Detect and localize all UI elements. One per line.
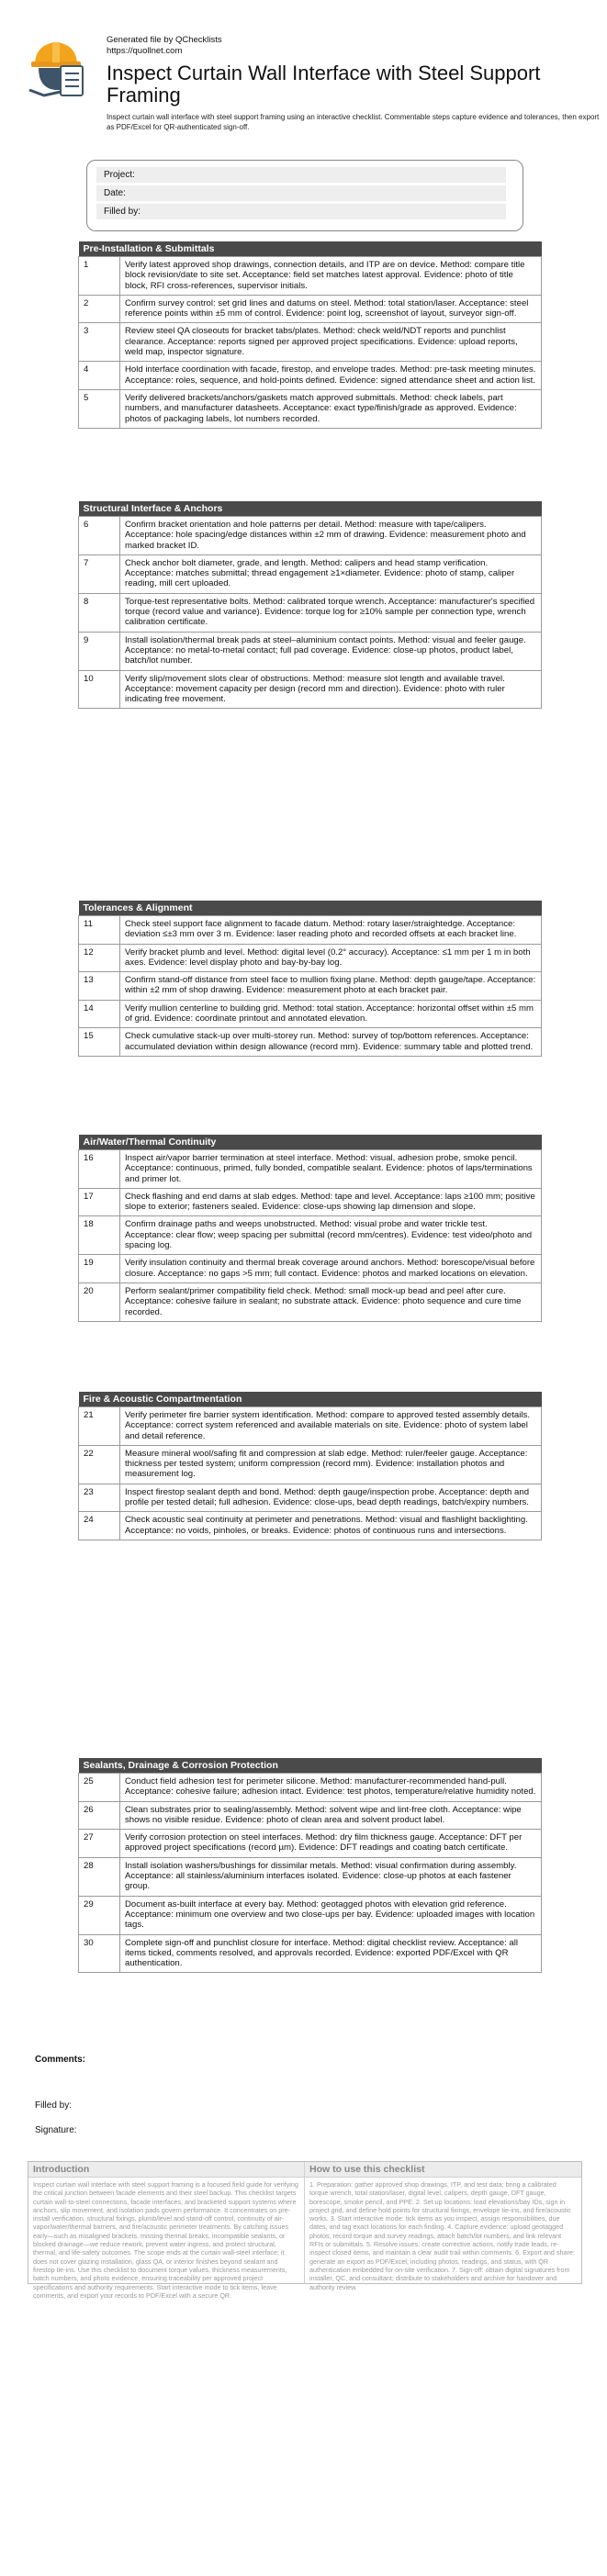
item-number: 20	[79, 1282, 120, 1321]
how-to-text: 1. Preparation: gather approved shop drawings, ITP, and test data; bring a calibrated torque wrench, total station/laser, digital level, calipers, depth gauge, DFT gauge, borescope, smoke pencil, and PPE. 2. Set up locations: load elevations/bay IDs, sign in project grid, and define hold points for structural fixings, envelope tie-ins, and fire/acoustic works. 3. Start interactive mode: tick items as you inspect, assign responsibilities, due dates, and tag exact locations for each finding. 4. Capture evidence: upload geotagged photos, record torque and survey readings, attach batch/lot numbers, and link relevant RFIs or submittals. 5. Resolve issues: create corrective actions, notify trade leads, re-inspect closed items, and maintain a clear audit trail within comments. 6. Export and share: generate an export as PDF/Excel, including photos, readings, and status, with QR authentication embedded for on-site verification. 7. Sign-off: obtain digital signatures from installer, QC, and consultant; distribute to stakeholders and archive for handover and authority review.	[309, 2180, 575, 2291]
item-text: Verify mullion centerline to building grid. Method: total station. Acceptance: horizontal offset within ±5 mm of grid. Evidence: coordinate printout and annotated elevation.	[120, 1000, 542, 1028]
section-table	[78, 1392, 542, 1540]
section-table	[78, 1758, 542, 1973]
signature-label: Signature:	[35, 2125, 77, 2135]
item-text: Confirm bracket orientation and hole patterns per detail. Method: measure with tape/calipers. Acceptance: hole spacing/edge distances within ±2 mm of drawing. Evidence: measurement photo and marked bracket ID.	[120, 517, 542, 555]
item-text: Verify bracket plumb and level. Method: digital level (0.2° accuracy). Acceptance: ≤1 mm per 1 m in both axes. Evidence: level display photo and bay-by-bay log.	[120, 944, 542, 972]
filled-by-label: Filled by:	[35, 2100, 73, 2111]
item-number: 24	[79, 1512, 120, 1540]
checklist-row[interactable]	[79, 517, 542, 555]
checklist-row[interactable]	[79, 1445, 542, 1484]
checklist-row[interactable]	[79, 362, 542, 390]
checklist-row[interactable]	[79, 389, 542, 428]
item-number: 4	[79, 362, 120, 390]
how-to-column	[305, 2162, 581, 2291]
item-text: Conduct field adhesion test for perimeter silicone. Method: manufacturer-recommended hand-pull. Acceptance: cohesive failure; adhesion intact. Evidence: test photos, temperature/relative humidity noted.	[120, 1774, 542, 1802]
item-text: Clean substrates prior to sealing/assembly. Method: solvent wipe and lint-free cloth. Acceptance: wipe shows no visible residue. Evidence: photo of clean area and solvent product label.	[120, 1801, 542, 1830]
item-text: Check acoustic seal continuity at perimeter and penetrations. Method: visual and flashlight backlighting. Acceptance: no voids, pinholes, or breaks. Evidence: photos of continuous runs and intersections.	[120, 1512, 542, 1540]
section-table	[78, 901, 542, 1057]
item-text: Hold interface coordination with facade, firestop, and envelope trades. Method: pre-task meeting minutes. Acceptance: roles, sequence, and hold-points defined. Evidence: signed attendance sheet and action list.	[120, 362, 542, 390]
item-text: Verify perimeter fire barrier system identification. Method: compare to approved tested assembly details. Acceptance: correct system referenced and available materials on site. Evidence: photo of system label and detail reference.	[120, 1407, 542, 1446]
checklist-row[interactable]	[79, 916, 542, 945]
item-number: 17	[79, 1188, 120, 1216]
item-text: Check steel support face alignment to facade datum. Method: rotary laser/straightedge. Acceptance: deviation ≤±3 mm over 3 m. Evidence: laser reading photo and recorded offsets at each bracket line.	[120, 916, 542, 945]
item-number: 16	[79, 1150, 120, 1189]
checklist-row[interactable]	[79, 1801, 542, 1830]
checklist-row[interactable]	[79, 1830, 542, 1858]
item-number: 15	[79, 1028, 120, 1057]
item-number: 30	[79, 1934, 120, 1973]
checklist-row[interactable]	[79, 1000, 542, 1028]
checklist-row[interactable]	[79, 1896, 542, 1934]
item-number: 22	[79, 1445, 120, 1484]
section-table	[78, 241, 542, 429]
checklist-row[interactable]	[79, 257, 542, 296]
item-number: 12	[79, 944, 120, 972]
section-header: Air/Water/Thermal Continuity	[79, 1135, 542, 1150]
item-text: Verify insulation continuity and thermal break coverage around anchors. Method: borescope/visual before closure. Acceptance: no gaps >5 mm; full contact. Evidence: photos and marked locations on elevation.	[120, 1255, 542, 1283]
item-text: Verify slip/movement slots clear of obstructions. Method: measure slot length and available travel. Acceptance: movement capacity per design (record mm and direction). Evidence: photo with ruler indicating free movement.	[120, 670, 542, 709]
checklist-row[interactable]	[79, 1216, 542, 1255]
item-number: 8	[79, 593, 120, 632]
filled-by-field[interactable]: Filled by:	[96, 204, 506, 219]
checklist-row[interactable]	[79, 1857, 542, 1896]
project-field[interactable]: Project:	[96, 167, 506, 183]
checklist-row[interactable]	[79, 554, 542, 593]
section-table	[78, 501, 542, 709]
checklist-row[interactable]	[79, 1407, 542, 1446]
item-number: 21	[79, 1407, 120, 1446]
section-header: Fire & Acoustic Compartmentation	[79, 1392, 542, 1407]
checklist-row[interactable]	[79, 1188, 542, 1216]
item-number: 25	[79, 1774, 120, 1802]
section-header: Structural Interface & Anchors	[79, 501, 542, 517]
checklist-row[interactable]	[79, 1282, 542, 1321]
checklist-row[interactable]	[79, 632, 542, 670]
item-number: 2	[79, 295, 120, 323]
project-meta-box	[86, 160, 523, 231]
comments-label: Comments:	[35, 2055, 86, 2065]
section-header: Sealants, Drainage & Corrosion Protection	[79, 1758, 542, 1774]
item-number: 10	[79, 670, 120, 709]
how-to-heading: How to use this checklist	[305, 2162, 581, 2178]
introduction-column	[28, 2162, 305, 2300]
section-header: Pre-Installation & Submittals	[79, 241, 542, 257]
hard-hat-logo-icon	[26, 35, 90, 101]
generated-label: Generated file by QChecklists	[107, 35, 222, 45]
item-number: 6	[79, 517, 120, 555]
item-number: 14	[79, 1000, 120, 1028]
item-text: Verify corrosion protection on steel interfaces. Method: dry film thickness gauge. Acceptance: DFT per approved project specifications (record µm). Evidence: DFT readings and coating batch certificate.	[120, 1830, 542, 1858]
item-number: 1	[79, 257, 120, 296]
item-text: Check anchor bolt diameter, grade, and length. Method: calipers and head stamp verification. Acceptance: matches submittal; thread engagement ≥1×diameter. Evidence: photo of stamp, caliper reading, mill cert uploaded.	[120, 554, 542, 593]
section-header: Tolerances & Alignment	[79, 901, 542, 916]
checklist-row[interactable]	[79, 1150, 542, 1189]
item-number: 7	[79, 554, 120, 593]
checklist-row[interactable]	[79, 972, 542, 1001]
item-text: Install isolation washers/bushings for dissimilar metals. Method: visual confirmation during assembly. Acceptance: all stainless/aluminium interfaces isolated. Evidence: close-up photos at each fastener group.	[120, 1857, 542, 1896]
checklist-row[interactable]	[79, 593, 542, 632]
checklist-row[interactable]	[79, 944, 542, 972]
item-number: 26	[79, 1801, 120, 1830]
checklist-row[interactable]	[79, 323, 542, 362]
item-number: 29	[79, 1896, 120, 1934]
item-text: Verify latest approved shop drawings, connection details, and ITP are on device. Method: compare title block revision/date to site set. Acceptance: field set matches latest approval. Evidence: photo of title block, RFI cross-references, supervisor initials.	[120, 257, 542, 296]
item-number: 19	[79, 1255, 120, 1283]
source-url-link[interactable]: https://quollnet.com	[107, 46, 183, 56]
generated-by-text	[107, 35, 222, 57]
introduction-heading: Introduction	[28, 2162, 304, 2178]
page-title: Inspect Curtain Wall Interface with Steel Support Framing	[107, 62, 541, 106]
item-number: 28	[79, 1857, 120, 1896]
item-number: 18	[79, 1216, 120, 1255]
checklist-row[interactable]	[79, 295, 542, 323]
item-text: Verify delivered brackets/anchors/gaskets match approved submittals. Method: check labels, part numbers, and manufacturer datasheets. Acceptance: exact type/finish/grade as approved. Evidence: photos of packaging labels, lot numbers recorded.	[120, 389, 542, 428]
item-text: Confirm stand-off distance from steel face to mullion fixing plane. Method: depth gauge/tape. Acceptance: within ±2 mm of shop drawing. Evidence: measurement photo at each bracket pair.	[120, 972, 542, 1001]
item-text: Perform sealant/primer compatibility field check. Method: small mock-up bead and peel after cure. Acceptance: cohesive failure in sealant; no substrate attack. Evidence: photo sequence and cure time recorded.	[120, 1282, 542, 1321]
item-text: Check flashing and end dams at slab edges. Method: tape and level. Acceptance: laps ≥100 mm; positive slope to exterior; fasteners sealed. Evidence: close-ups showing lap dimension and slope.	[120, 1188, 542, 1216]
section-table	[78, 1135, 542, 1322]
checklist-row[interactable]	[79, 1774, 542, 1802]
date-field[interactable]: Date:	[96, 185, 506, 201]
checklist-row[interactable]	[79, 670, 542, 709]
checklist-row[interactable]	[79, 1028, 542, 1057]
checklist-row[interactable]	[79, 1934, 542, 1973]
checklist-row[interactable]	[79, 1255, 542, 1283]
item-text: Document as-built interface at every bay. Method: geotagged photos with elevation grid reference. Acceptance: minimum one overview and two close-ups per bay. Evidence: uploaded images with location tags.	[120, 1896, 542, 1934]
item-text: Inspect air/vapor barrier termination at steel interface. Method: visual, adhesion probe, smoke pencil. Acceptance: continuous, primed, fully bonded, compatible sealant. Evidence: photos of laps/terminations and primer lot.	[120, 1150, 542, 1189]
item-text: Measure mineral wool/safing fit and compression at slab edge. Method: ruler/feeler gauge. Acceptance: thickness per tested system; uniform compression (record mm). Evidence: installation photos and measurement log.	[120, 1445, 542, 1484]
item-number: 5	[79, 389, 120, 428]
item-number: 11	[79, 916, 120, 945]
item-number: 23	[79, 1484, 120, 1512]
checklist-row[interactable]	[79, 1512, 542, 1540]
page-subtitle: Inspect curtain wall interface with steel support framing using an interactive checklist. Commentable steps capture evidence and tolerances, then export as PDF/Excel for QR-authenticated sign-off.	[107, 113, 600, 131]
item-number: 27	[79, 1830, 120, 1858]
info-box	[28, 2161, 582, 2300]
item-text: Confirm drainage paths and weeps unobstructed. Method: visual probe and water trickle test. Acceptance: clear flow; weep spacing per submittal (record mm/centres). Evidence: test video/photo and spacing log.	[120, 1216, 542, 1255]
item-number: 9	[79, 632, 120, 670]
item-text: Inspect firestop sealant depth and bond. Method: depth gauge/inspection probe. Acceptance: depth and profile per tested detail; full adhesion. Evidence: close-ups, bead depth readings, batch/expiry numbers.	[120, 1484, 542, 1512]
introduction-text: Inspect curtain wall interface with steel support framing is a focused field guide for verifying the critical junction between facade elements and their steel backup. This checklist targets curtain wall-to-steel connections, facade interfaces, and bracketed support systems where anchors, slip movement, and isolation pads govern performance. It concentrates on pre-install verification, structural fixings, plumb/level and stand-off control, continuity of air-vapor/water/thermal barriers, and fire/acoustic perimeter treatments. By catching issues early—such as misaligned brackets, missing thermal breaks, incompatible sealants, or blocked drainage—we reduce rework, prevent water ingress, and protect structural, thermal, and life-safety outcomes. The scope ends at the curtain wall-steel interface; it does not cover glazing installation, glass QA, or interior finishes beyond sealant and firestop tie-ins. Use this checklist to document torque values, thickness measurements, batch numbers, and photo evidence, ensuring traceability per approved project specifications and authority requirements. Start interactive mode to tick items, leave comments, and export your records to PDF/Excel with a secure QR.	[33, 2180, 298, 2300]
item-text: Confirm survey control: set grid lines and datums on steel. Method: total station/laser. Acceptance: steel reference points within ±5 mm of control. Evidence: point log, screenshot of layout, surveyor sign-off.	[120, 295, 542, 323]
item-number: 13	[79, 972, 120, 1001]
item-text: Review steel QA closeouts for bracket tabs/plates. Method: check weld/NDT reports and punchlist clearance. Acceptance: reports signed per approved project specifications. Evidence: upload reports, weld map, inspector signature.	[120, 323, 542, 362]
checklist-row[interactable]	[79, 1484, 542, 1512]
item-text: Check cumulative stack-up over multi-storey run. Method: survey of top/bottom references. Acceptance: accumulated deviation within design allowance (record mm). Evidence: summary table and plotted trend.	[120, 1028, 542, 1057]
item-number: 3	[79, 323, 120, 362]
item-text: Torque-test representative bolts. Method: calibrated torque wrench. Acceptance: manufacturer's specified torque (record value and variance). Evidence: torque log for ≥10% sample per connection type, wrench calibration certificate.	[120, 593, 542, 632]
item-text: Install isolation/thermal break pads at steel–aluminium contact points. Method: visual and feeler gauge. Acceptance: no metal-to-metal contact; full pad coverage. Evidence: close-up photos, product label, batch/lot number.	[120, 632, 542, 670]
item-text: Complete sign-off and punchlist closure for interface. Method: digital checklist review. Acceptance: all items ticked, comments resolved, and approvals recorded. Evidence: exported PDF/Excel with QR authentication.	[120, 1934, 542, 1973]
